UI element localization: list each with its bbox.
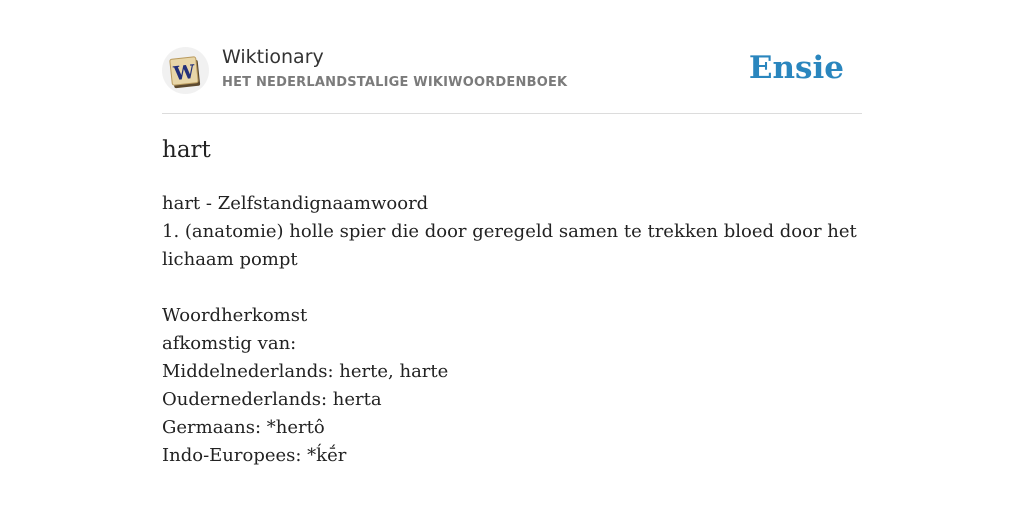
etymology-line-middelnederlands: Middelnederlands: herte, harte xyxy=(162,361,449,382)
site-tagline: HET NEDERLANDSTALIGE WIKIWOORDENBOEK xyxy=(222,75,568,90)
wiktionary-logo-icon[interactable] xyxy=(162,47,209,94)
etymology-line-oudernederlands: Oudernederlands: herta xyxy=(162,389,382,410)
site-header xyxy=(162,44,862,114)
etymology-intro: afkomstig van: xyxy=(162,333,297,354)
logo-tile-graphic xyxy=(162,47,209,94)
site-name[interactable]: Wiktionary xyxy=(222,46,324,68)
logo-letter: W xyxy=(172,60,196,86)
entry-title: hart xyxy=(162,137,211,163)
etymology-line-germaans: Germaans: *hertô xyxy=(162,417,325,438)
ensie-brand-link[interactable]: Ensie xyxy=(748,50,844,86)
etymology-heading: Woordherkomst xyxy=(162,305,308,326)
etymology-line-indo-europees: Indo-Europees: *ḱḗr xyxy=(162,445,347,466)
entry-body xyxy=(162,190,862,470)
paragraph-spacer xyxy=(162,274,862,302)
definition-line: 1. (anatomie) holle spier die door geregeld samen te trekken bloed door het lichaam pompt xyxy=(162,221,857,270)
part-of-speech-line: hart - Zelfstandignaamwoord xyxy=(162,193,429,214)
